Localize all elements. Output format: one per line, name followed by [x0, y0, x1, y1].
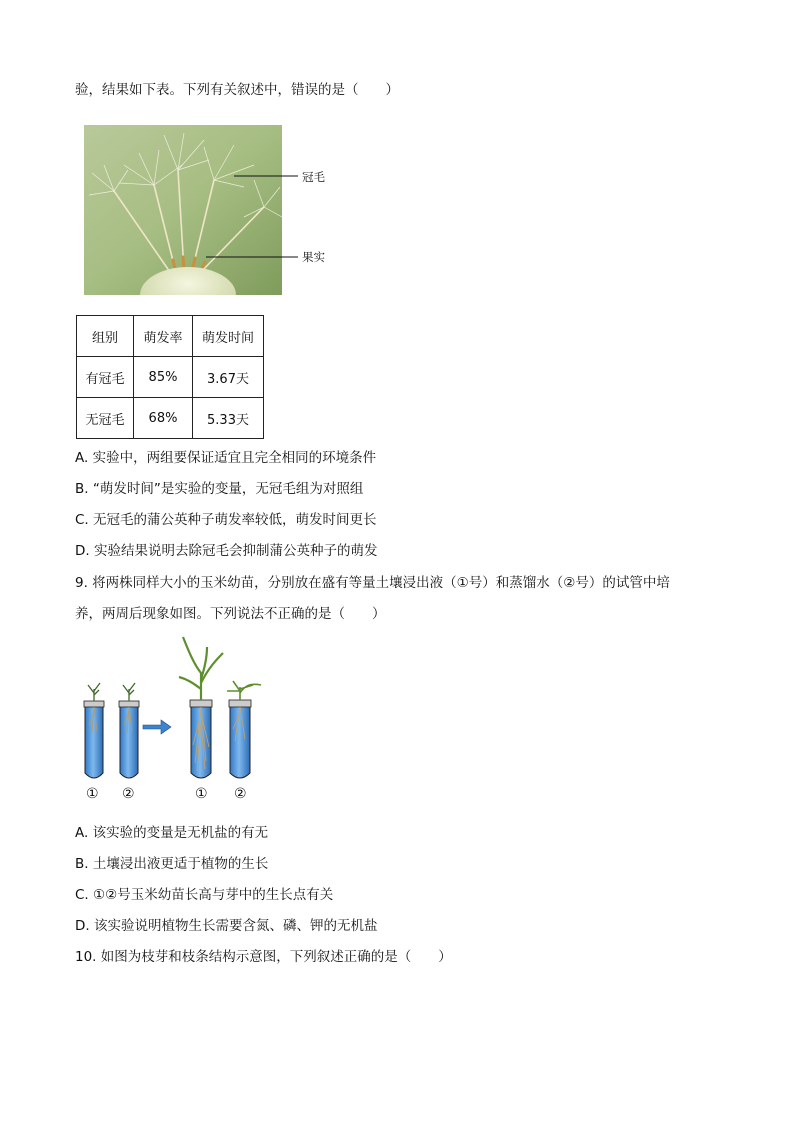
q9-stem-line1: 9. 将两株同样大小的玉米幼苗，分别放在盛有等量土壤浸出液（①号）和蒸馏水（②号）的试管中培: [75, 575, 670, 591]
tube-1-before: [84, 683, 104, 778]
callout-lines: [282, 125, 302, 295]
tube-label: ①: [195, 786, 208, 802]
table-header-cell: 组别: [77, 316, 134, 357]
germination-table: [76, 315, 264, 439]
q10-stem: 10. 如图为枝芽和枝条结构示意图，下列叙述正确的是（ ）: [75, 949, 452, 965]
table-row: [77, 357, 264, 398]
q8-option-a: A. 实验中，两组要保证适宜且完全相同的环境条件: [75, 450, 377, 466]
question-8-stem-end: 验，结果如下表。下列有关叙述中，错误的是（ ）: [75, 82, 399, 98]
table-header-row: [77, 316, 264, 357]
table-header-cell: 萌发时间: [193, 316, 264, 357]
table-cell: 无冠毛: [77, 398, 134, 439]
q9-option-c: C. ①②号玉米幼苗长高与芽中的生长点有关: [75, 887, 334, 903]
q9-stem-line2: 养，两周后现象如图。下列说法不正确的是（ ）: [75, 606, 386, 622]
table-cell: 有冠毛: [77, 357, 134, 398]
table-row: [77, 398, 264, 439]
tube-label: ②: [122, 786, 135, 802]
label-fruit: 果实: [302, 250, 325, 264]
q9-option-d: D. 该实验说明植物生长需要含氮、磷、钾的无机盐: [75, 918, 378, 934]
q9-option-b: B. 土壤浸出液更适于植物的生长: [75, 856, 269, 872]
label-pappus: 冠毛: [302, 170, 325, 184]
tube-2-before: [119, 683, 139, 778]
test-tube-figure: [75, 633, 275, 808]
q8-option-b: B. “萌发时间”是实验的变量，无冠毛组为对照组: [75, 481, 364, 497]
table-header-cell: 萌发率: [134, 316, 193, 357]
tube-label: ①: [86, 786, 99, 802]
table-cell: 3.67天: [193, 357, 264, 398]
tube-label: ②: [234, 786, 247, 802]
table-cell: 5.33天: [193, 398, 264, 439]
q8-option-c: C. 无冠毛的蒲公英种子萌发率较低，萌发时间更长: [75, 512, 377, 528]
dandelion-seed-photo: [84, 125, 282, 295]
q9-option-a: A. 该实验的变量是无机盐的有无: [75, 825, 269, 841]
q8-option-d: D. 实验结果说明去除冠毛会抑制蒲公英种子的萌发: [75, 543, 378, 559]
tube-1-after: [179, 637, 223, 778]
tube-2-after: [227, 681, 261, 778]
table-cell: 85%: [134, 357, 193, 398]
table-cell: 68%: [134, 398, 193, 439]
